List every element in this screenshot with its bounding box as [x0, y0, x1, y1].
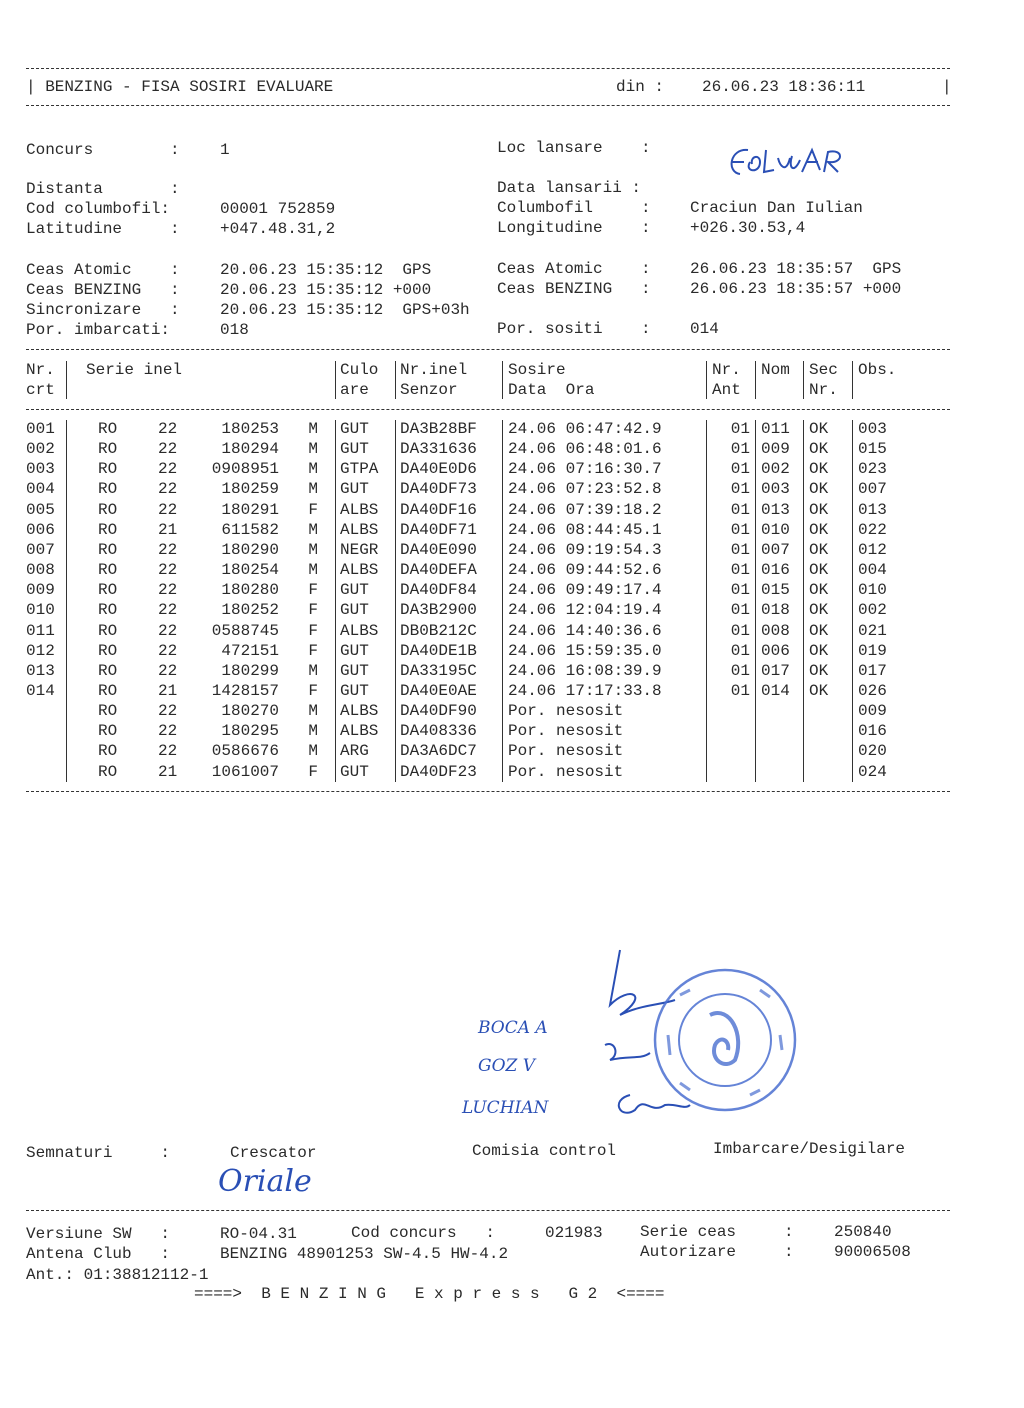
- cell-sensor-ring: DA331636: [400, 440, 477, 459]
- cell-color: GUT: [340, 581, 369, 600]
- por-sositi-label: Por. sositi :: [497, 320, 651, 338]
- column-separator: [502, 420, 503, 782]
- cell-ring-serial: 611582: [221, 520, 279, 539]
- cell-sex: F: [308, 601, 318, 620]
- col-header-nom: Nom: [761, 361, 790, 379]
- cell-ring-serial: 180299: [221, 661, 279, 680]
- cell-ring-country: RO: [98, 681, 118, 700]
- report-date-label: din :: [616, 78, 665, 96]
- cell-arrival-time: 24.06 14:40:36.6: [508, 621, 662, 640]
- cell-security-status: OK: [809, 641, 829, 660]
- por-sositi-value: 014: [690, 320, 719, 338]
- cell-security-status: OK: [809, 480, 829, 499]
- versiune-value: RO-04.31: [220, 1225, 297, 1243]
- cell-arrival-time: 24.06 08:44:45.1: [508, 520, 662, 539]
- cell-sex: F: [308, 641, 318, 660]
- cell-antenna-number: 01: [730, 581, 750, 600]
- cell-arrival-time: 24.06 15:59:35.0: [508, 641, 662, 660]
- latitudine-value: +047.48.31,2: [220, 220, 336, 238]
- cell-nomination: 011: [761, 420, 790, 438]
- concurs-value: 1: [220, 141, 230, 159]
- cell-color: GUT: [340, 440, 369, 459]
- cell-arrival-time: 24.06 16:08:39.9: [508, 661, 662, 680]
- cell-sex: M: [308, 480, 318, 499]
- cell-color: NEGR: [340, 540, 379, 559]
- cell-ring-year: 22: [158, 661, 178, 680]
- cell-ring-serial: 180259: [221, 480, 279, 499]
- cell-antenna-number: 01: [730, 420, 750, 438]
- cell-arrival-time: 24.06 09:19:54.3: [508, 540, 662, 559]
- col-header-serie: Serie inel: [86, 361, 183, 379]
- cell-sensor-ring: DA40E090: [400, 540, 477, 559]
- col-header-culo: Culo: [340, 361, 379, 379]
- antenna-id: Ant.: 01:38812112-1: [26, 1266, 209, 1284]
- column-separator: [706, 361, 707, 399]
- cell-observation: 009: [858, 702, 887, 721]
- cell-observation: 021: [858, 621, 887, 640]
- club-stamp: [650, 965, 800, 1115]
- cell-row-number: 012: [26, 641, 55, 660]
- cell-ring-year: 22: [158, 420, 178, 438]
- cell-arrival-time: 24.06 06:48:01.6: [508, 440, 662, 459]
- cell-arrival-time: 24.06 09:44:52.6: [508, 561, 662, 580]
- column-separator: [502, 361, 503, 399]
- cell-ring-serial: 180252: [221, 601, 279, 620]
- cell-ring-serial: 180254: [221, 561, 279, 580]
- cell-antenna-number: 01: [730, 540, 750, 559]
- autorizare-value: 90006508: [834, 1243, 911, 1261]
- column-separator: [66, 420, 67, 782]
- cell-ring-year: 22: [158, 641, 178, 660]
- cell-row-number: 011: [26, 621, 55, 640]
- cell-ring-country: RO: [98, 742, 118, 761]
- cod-concurs-label: Cod concurs :: [351, 1224, 496, 1242]
- ceas-atomic-end-value: 26.06.23 18:35:57 GPS: [690, 260, 902, 278]
- column-separator: [755, 361, 756, 399]
- cell-antenna-number: 01: [730, 661, 750, 680]
- cell-nomination: 007: [761, 540, 790, 559]
- cell-ring-year: 22: [158, 480, 178, 499]
- cell-ring-serial: 180280: [221, 581, 279, 600]
- cell-ring-year: 22: [158, 742, 178, 761]
- cell-nomination: 009: [761, 440, 790, 459]
- cell-sex: F: [308, 762, 318, 781]
- cell-ring-country: RO: [98, 621, 118, 640]
- cell-ring-year: 22: [158, 500, 178, 519]
- cell-ring-year: 22: [158, 561, 178, 580]
- cell-arrival-time: Por. nesosit: [508, 702, 624, 721]
- cell-antenna-number: 01: [730, 621, 750, 640]
- cell-security-status: OK: [809, 621, 829, 640]
- cell-ring-country: RO: [98, 420, 118, 438]
- cell-ring-year: 21: [158, 520, 178, 539]
- cell-ring-country: RO: [98, 460, 118, 479]
- cell-row-number: 004: [26, 480, 55, 499]
- cell-ring-country: RO: [98, 561, 118, 580]
- sincronizare-label: Sincronizare :: [26, 301, 180, 319]
- cell-ring-year: 22: [158, 702, 178, 721]
- cell-arrival-time: 24.06 07:16:30.7: [508, 460, 662, 479]
- col-header-sec: Sec: [809, 361, 838, 379]
- cell-arrival-time: 24.06 12:04:19.4: [508, 601, 662, 620]
- cod-concurs-value: 021983: [545, 1224, 603, 1242]
- concurs-label: Concurs :: [26, 141, 180, 159]
- cell-ring-country: RO: [98, 500, 118, 519]
- cell-sensor-ring: DA40E0AE: [400, 681, 477, 700]
- cell-row-number: 005: [26, 500, 55, 519]
- cell-antenna-number: 01: [730, 440, 750, 459]
- cell-observation: 002: [858, 601, 887, 620]
- cell-sex: F: [308, 500, 318, 519]
- cell-ring-year: 21: [158, 681, 178, 700]
- cell-ring-country: RO: [98, 480, 118, 499]
- report-date: 26.06.23 18:36:11: [702, 78, 866, 96]
- serie-ceas-value: 250840: [834, 1223, 892, 1241]
- cell-color: GUT: [340, 480, 369, 499]
- cell-sex: M: [308, 702, 318, 721]
- cell-row-number: 006: [26, 520, 55, 539]
- cell-arrival-time: 24.06 07:23:52.8: [508, 480, 662, 499]
- cell-ring-serial: 0908951: [211, 460, 279, 479]
- cell-sensor-ring: DA40DF73: [400, 480, 477, 499]
- cell-sensor-ring: DA40DF71: [400, 520, 477, 539]
- commission-name-3: LUCHIAN: [462, 1098, 549, 1118]
- cell-arrival-time: Por. nesosit: [508, 722, 624, 741]
- cell-ring-country: RO: [98, 702, 118, 721]
- cell-observation: 007: [858, 480, 887, 499]
- cell-ring-serial: 0588745: [211, 621, 279, 640]
- cell-color: GUT: [340, 661, 369, 680]
- columbofil-label: Columbofil :: [497, 199, 651, 217]
- cell-ring-country: RO: [98, 762, 118, 781]
- cell-security-status: OK: [809, 540, 829, 559]
- cell-nomination: 016: [761, 561, 790, 580]
- cell-ring-serial: 180290: [221, 540, 279, 559]
- longitudine-value: +026.30.53,4: [690, 219, 806, 237]
- cell-nomination: 010: [761, 520, 790, 539]
- column-separator: [335, 361, 336, 399]
- cell-arrival-time: 24.06 17:17:33.8: [508, 681, 662, 700]
- divider: [26, 791, 950, 792]
- cell-sex: F: [308, 581, 318, 600]
- cell-observation: 024: [858, 762, 887, 781]
- col-header-nr: Nr.: [26, 361, 55, 379]
- cell-sensor-ring: DA3A6DC7: [400, 742, 477, 761]
- ceas-benzing-start-label: Ceas BENZING :: [26, 281, 180, 299]
- cell-security-status: OK: [809, 681, 829, 700]
- divider: [26, 105, 950, 106]
- report-title: | BENZING - FISA SOSIRI EVALUARE: [26, 78, 334, 96]
- cell-ring-year: 22: [158, 621, 178, 640]
- cell-antenna-number: 01: [730, 601, 750, 620]
- semnaturi-label: Semnaturi :: [26, 1144, 171, 1162]
- cell-security-status: OK: [809, 420, 829, 438]
- cell-row-number: 002: [26, 440, 55, 459]
- data-lansarii-label: Data lansarii :: [497, 179, 642, 197]
- col-header-data-ora: Data Ora: [508, 381, 595, 399]
- col-header-obs: Obs.: [858, 361, 897, 379]
- columbofil-value: Craciun Dan Iulian: [690, 199, 863, 217]
- cell-sensor-ring: DA40DEFA: [400, 561, 477, 580]
- cell-ring-country: RO: [98, 520, 118, 539]
- cell-color: ALBS: [340, 722, 379, 741]
- longitudine-label: Longitudine :: [497, 219, 651, 237]
- cell-row-number: 009: [26, 581, 55, 600]
- cell-observation: 023: [858, 460, 887, 479]
- imbarcare-label: Imbarcare/Desigilare: [713, 1140, 906, 1158]
- serie-ceas-label: Serie ceas :: [640, 1223, 794, 1241]
- ceas-atomic-end-label: Ceas Atomic :: [497, 260, 651, 278]
- cell-ring-serial: 1428157: [211, 681, 279, 700]
- cell-color: ALBS: [340, 702, 379, 721]
- column-separator: [803, 420, 804, 782]
- cell-security-status: OK: [809, 661, 829, 680]
- cell-ring-serial: 180294: [221, 440, 279, 459]
- cell-ring-serial: 1061007: [211, 762, 279, 781]
- cell-antenna-number: 01: [730, 561, 750, 580]
- antena-label: Antena Club :: [26, 1245, 171, 1263]
- cell-observation: 010: [858, 581, 887, 600]
- cell-ring-country: RO: [98, 540, 118, 559]
- cell-color: ARG: [340, 742, 369, 761]
- commission-name-1: BOCA A: [478, 1018, 548, 1038]
- cell-sensor-ring: DA40DE1B: [400, 641, 477, 660]
- autorizare-label: Autorizare :: [640, 1243, 794, 1261]
- cell-color: GUT: [340, 641, 369, 660]
- cell-ring-year: 22: [158, 540, 178, 559]
- col-header-ant: Ant: [712, 381, 741, 399]
- cell-nomination: 006: [761, 641, 790, 660]
- divider: [26, 349, 950, 350]
- cod-columbofil-value: 00001 752859: [220, 200, 336, 218]
- cell-ring-year: 21: [158, 762, 178, 781]
- column-separator: [335, 420, 336, 782]
- cell-sex: M: [308, 440, 318, 459]
- col-header-nrinel: Nr.inel: [400, 361, 468, 379]
- cell-color: ALBS: [340, 621, 379, 640]
- cell-security-status: OK: [809, 440, 829, 459]
- cell-nomination: 008: [761, 621, 790, 640]
- crescator-signature: Oriale: [218, 1164, 312, 1199]
- cell-sensor-ring: DA408336: [400, 722, 477, 741]
- loc-lansare-handwriting: [720, 142, 860, 182]
- cell-nomination: 013: [761, 500, 790, 519]
- cell-sensor-ring: DA3B28BF: [400, 420, 477, 438]
- cell-nomination: 018: [761, 601, 790, 620]
- cell-observation: 013: [858, 500, 887, 519]
- cell-sex: M: [308, 661, 318, 680]
- cell-sex: F: [308, 621, 318, 640]
- cell-observation: 012: [858, 540, 887, 559]
- cod-columbofil-label: Cod columbofil:: [26, 200, 171, 218]
- cell-row-number: 003: [26, 460, 55, 479]
- cell-ring-serial: 180291: [221, 500, 279, 519]
- column-separator: [803, 361, 804, 399]
- cell-arrival-time: 24.06 06:47:42.9: [508, 420, 662, 438]
- cell-ring-serial: 0586676: [211, 742, 279, 761]
- cell-arrival-time: 24.06 07:39:18.2: [508, 500, 662, 519]
- divider: [26, 409, 950, 410]
- column-separator: [395, 420, 396, 782]
- cell-color: GUT: [340, 681, 369, 700]
- cell-row-number: 008: [26, 561, 55, 580]
- cell-nomination: 014: [761, 681, 790, 700]
- cell-sensor-ring: DA40E0D6: [400, 460, 477, 479]
- cell-color: ALBS: [340, 520, 379, 539]
- crescator-label: Crescator: [230, 1144, 317, 1162]
- ceas-benzing-end-value: 26.06.23 18:35:57 +000: [690, 280, 902, 298]
- sincronizare-value: 20.06.23 15:35:12 GPS+03h: [220, 301, 470, 319]
- loc-lansare-label: Loc lansare :: [497, 139, 651, 157]
- distanta-label: Distanta :: [26, 180, 180, 198]
- cell-row-number: 013: [26, 661, 55, 680]
- por-imbarcati-label: Por. imbarcati:: [26, 321, 171, 339]
- versiune-label: Versiune SW :: [26, 1225, 171, 1243]
- cell-observation: 019: [858, 641, 887, 660]
- cell-antenna-number: 01: [730, 460, 750, 479]
- col-header-nr-ant: Nr.: [712, 361, 741, 379]
- cell-antenna-number: 01: [730, 480, 750, 499]
- cell-sensor-ring: DA40DF23: [400, 762, 477, 781]
- cell-security-status: OK: [809, 581, 829, 600]
- cell-observation: 015: [858, 440, 887, 459]
- cell-row-number: 001: [26, 420, 55, 438]
- cell-row-number: 010: [26, 601, 55, 620]
- cell-sex: M: [308, 520, 318, 539]
- divider: [26, 68, 950, 69]
- cell-color: GUT: [340, 420, 369, 438]
- cell-nomination: 003: [761, 480, 790, 499]
- cell-observation: 026: [858, 681, 887, 700]
- cell-color: GTPA: [340, 460, 379, 479]
- col-header-sec-nr: Nr.: [809, 381, 838, 399]
- column-separator: [852, 361, 853, 399]
- cell-ring-serial: 180253: [221, 420, 279, 438]
- cell-ring-country: RO: [98, 440, 118, 459]
- cell-sex: M: [308, 420, 318, 438]
- cell-security-status: OK: [809, 500, 829, 519]
- cell-observation: 017: [858, 661, 887, 680]
- cell-ring-year: 22: [158, 722, 178, 741]
- cell-sex: F: [308, 681, 318, 700]
- cell-observation: 022: [858, 520, 887, 539]
- cell-ring-country: RO: [98, 722, 118, 741]
- column-separator: [852, 420, 853, 782]
- por-imbarcati-value: 018: [220, 321, 249, 339]
- cell-ring-serial: 472151: [221, 641, 279, 660]
- divider: [26, 1210, 950, 1211]
- cell-ring-serial: 180270: [221, 702, 279, 721]
- cell-sensor-ring: DA33195C: [400, 661, 477, 680]
- column-separator: [395, 361, 396, 399]
- cell-antenna-number: 01: [730, 500, 750, 519]
- commission-name-2: GOZ V: [478, 1056, 536, 1076]
- cell-ring-serial: 180295: [221, 722, 279, 741]
- cell-ring-year: 22: [158, 601, 178, 620]
- cell-antenna-number: 01: [730, 681, 750, 700]
- cell-antenna-number: 01: [730, 641, 750, 660]
- cell-antenna-number: 01: [730, 520, 750, 539]
- title-bar-end: |: [942, 78, 952, 96]
- ceas-atomic-start-value: 20.06.23 15:35:12 GPS: [220, 261, 432, 279]
- cell-color: ALBS: [340, 561, 379, 580]
- cell-observation: 003: [858, 420, 887, 438]
- cell-sex: M: [308, 540, 318, 559]
- cell-row-number: 014: [26, 681, 55, 700]
- cell-arrival-time: Por. nesosit: [508, 762, 624, 781]
- cell-ring-country: RO: [98, 581, 118, 600]
- cell-color: GUT: [340, 601, 369, 620]
- cell-color: GUT: [340, 762, 369, 781]
- cell-observation: 016: [858, 722, 887, 741]
- column-separator: [66, 361, 67, 399]
- cell-nomination: 015: [761, 581, 790, 600]
- cell-arrival-time: 24.06 09:49:17.4: [508, 581, 662, 600]
- cell-nomination: 017: [761, 661, 790, 680]
- cell-sensor-ring: DA3B2900: [400, 601, 477, 620]
- cell-ring-country: RO: [98, 601, 118, 620]
- col-header-are: are: [340, 381, 369, 399]
- antena-value: BENZING 48901253 SW-4.5 HW-4.2: [220, 1245, 509, 1263]
- col-header-sosire: Sosire: [508, 361, 566, 379]
- cell-ring-country: RO: [98, 641, 118, 660]
- column-separator: [755, 420, 756, 782]
- ceas-benzing-start-value: 20.06.23 15:35:12 +000: [220, 281, 432, 299]
- cell-color: ALBS: [340, 500, 379, 519]
- cell-observation: 020: [858, 742, 887, 761]
- cell-security-status: OK: [809, 460, 829, 479]
- col-header-senzor: Senzor: [400, 381, 458, 399]
- cell-sensor-ring: DB0B212C: [400, 621, 477, 640]
- cell-sex: M: [308, 460, 318, 479]
- cell-ring-country: RO: [98, 661, 118, 680]
- cell-sex: M: [308, 722, 318, 741]
- cell-security-status: OK: [809, 601, 829, 620]
- cell-ring-year: 22: [158, 440, 178, 459]
- comisia-control-label: Comisia control: [472, 1142, 617, 1160]
- cell-sex: M: [308, 561, 318, 580]
- cell-ring-year: 22: [158, 460, 178, 479]
- cell-observation: 004: [858, 561, 887, 580]
- cell-row-number: 007: [26, 540, 55, 559]
- ceas-atomic-start-label: Ceas Atomic :: [26, 261, 180, 279]
- cell-nomination: 002: [761, 460, 790, 479]
- cell-arrival-time: Por. nesosit: [508, 742, 624, 761]
- cell-sensor-ring: DA40DF84: [400, 581, 477, 600]
- cell-ring-year: 22: [158, 581, 178, 600]
- col-header-crt: crt: [26, 381, 55, 399]
- cell-sensor-ring: DA40DF90: [400, 702, 477, 721]
- cell-security-status: OK: [809, 520, 829, 539]
- ceas-benzing-end-label: Ceas BENZING :: [497, 280, 651, 298]
- latitudine-label: Latitudine :: [26, 220, 180, 238]
- cell-security-status: OK: [809, 561, 829, 580]
- cell-sex: M: [308, 742, 318, 761]
- product-banner: ====> B E N Z I N G E x p r e s s G 2 <====: [194, 1285, 665, 1303]
- cell-sensor-ring: DA40DF16: [400, 500, 477, 519]
